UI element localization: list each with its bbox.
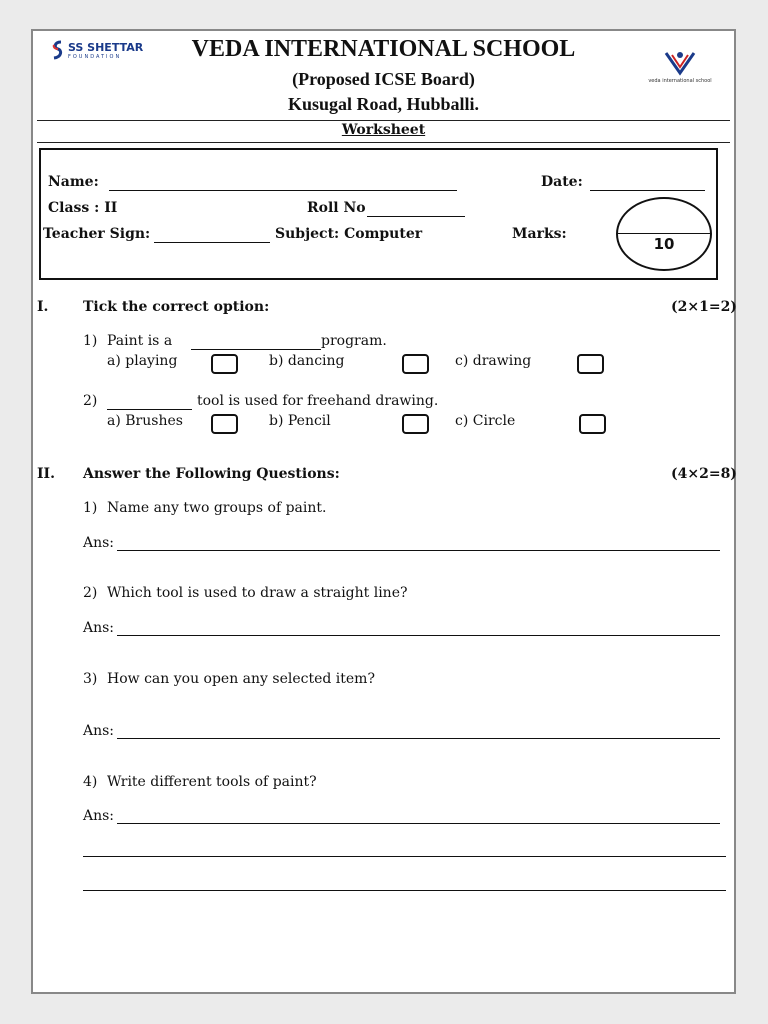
answer-2-label: Ans: (83, 620, 115, 636)
answer-4-field-line-2[interactable] (83, 856, 726, 857)
mcq-1-blank (191, 349, 321, 350)
marks-total: 10 (653, 235, 675, 253)
mcq-1-text-start: Paint is a (107, 333, 173, 349)
section-2-title: Answer the Following Questions: (83, 466, 340, 482)
mcq-2-text: tool is used for freehand drawing. (197, 393, 439, 409)
title-divider (37, 142, 730, 143)
mcq-2-option-c: c) Circle (455, 413, 516, 429)
mcq-2-option-a: a) Brushes (107, 413, 183, 429)
board-name: (Proposed ICSE Board) (292, 69, 475, 89)
roll-no-field[interactable] (367, 216, 465, 217)
roll-no-label: Roll No (307, 200, 366, 216)
section-2-number: II. (37, 466, 55, 482)
veda-school-logo (648, 51, 712, 91)
question-2-number: 2) (83, 585, 98, 601)
subject-label: Subject: Computer (275, 226, 423, 242)
section-1-number: I. (37, 299, 49, 315)
student-info-box (39, 148, 718, 280)
name-label: Name: (48, 174, 99, 190)
mcq-2-checkbox-c[interactable] (579, 414, 606, 434)
mcq-1-number: 1) (83, 333, 98, 349)
mcq-1-text-end: program. (321, 333, 387, 349)
worksheet-title: Worksheet (341, 122, 426, 138)
question-3-text: How can you open any selected item? (107, 671, 375, 687)
answer-4-field[interactable] (117, 823, 720, 824)
answer-4-field-line-3[interactable] (83, 890, 726, 891)
mcq-2-checkbox-a[interactable] (211, 414, 238, 434)
mcq-2-blank (107, 409, 192, 410)
veda-logo-text: veda international school (648, 78, 712, 84)
class-label: Class : II (48, 200, 118, 216)
question-4-number: 4) (83, 774, 98, 790)
question-3-number: 3) (83, 671, 98, 687)
mcq-2-checkbox-b[interactable] (402, 414, 429, 434)
question-4-text: Write different tools of paint? (107, 774, 317, 790)
answer-1-label: Ans: (83, 535, 115, 551)
question-1-number: 1) (83, 500, 98, 516)
answer-1-field[interactable] (117, 550, 720, 551)
mcq-1-option-b: b) dancing (269, 353, 345, 369)
mcq-2-number: 2) (83, 393, 98, 409)
mcq-1-checkbox-b[interactable] (402, 354, 429, 374)
mcq-1-checkbox-a[interactable] (211, 354, 238, 374)
teacher-sign-field[interactable] (154, 242, 270, 243)
school-address: Kusugal Road, Hubballi. (287, 94, 480, 114)
name-field[interactable] (109, 190, 457, 191)
worksheet-page (31, 29, 736, 994)
date-label: Date: (541, 174, 583, 190)
school-name: VEDA INTERNATIONAL SCHOOL (191, 36, 576, 62)
section-1-title: Tick the correct option: (83, 299, 270, 315)
question-2-text: Which tool is used to draw a straight line? (107, 585, 408, 601)
mcq-1-option-c: c) drawing (455, 353, 532, 369)
answer-3-field[interactable] (117, 738, 720, 739)
section-2-marks: (4×2=8) (671, 466, 737, 482)
section-1-marks: (2×1=2) (671, 299, 737, 315)
answer-4-label: Ans: (83, 808, 115, 824)
marks-label: Marks: (512, 226, 567, 242)
logo-text: SS SHETTAR (68, 41, 144, 54)
mcq-1-option-a: a) playing (107, 353, 178, 369)
marks-circle (616, 197, 712, 271)
date-field[interactable] (590, 190, 705, 191)
question-1-text: Name any two groups of paint. (107, 500, 327, 516)
answer-2-field[interactable] (117, 635, 720, 636)
answer-3-label: Ans: (83, 723, 115, 739)
header-divider (37, 120, 730, 121)
mcq-1-checkbox-c[interactable] (577, 354, 604, 374)
logo-subtext: FOUNDATION (68, 54, 122, 60)
mcq-2-option-b: b) Pencil (269, 413, 331, 429)
veda-logo-icon (660, 51, 700, 77)
teacher-sign-label: Teacher Sign: (43, 226, 151, 242)
